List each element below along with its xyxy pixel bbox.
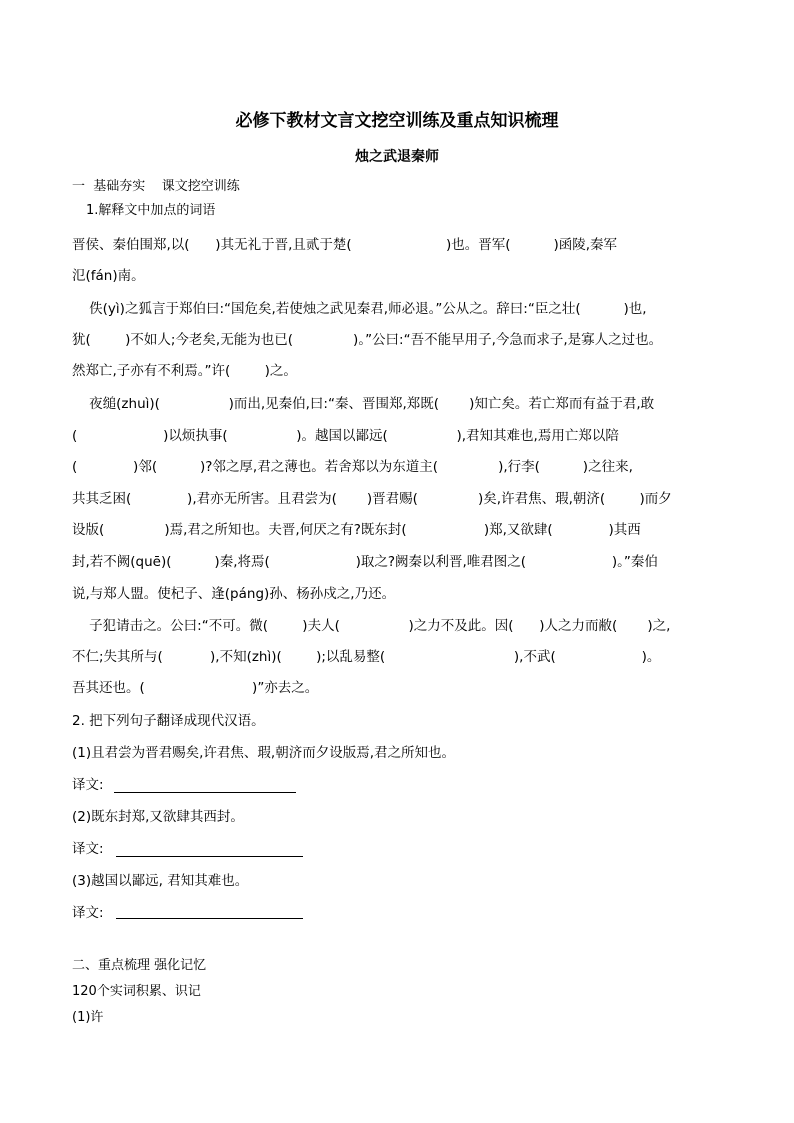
section-2-heading: 二、重点梳理 强化记忆 (72, 958, 207, 973)
passage-line: 说,与郑人盟。使杞子、逢(páng)孙、杨孙戍之,乃还。 (72, 586, 396, 602)
passage-line: 晋侯、秦伯围郑,以( )其无礼于晋,且贰于楚( )也。晋军( )函陵,秦军 (72, 237, 618, 253)
translation-label: 译文: (72, 905, 108, 921)
passage-line: 犹( )不如人;今老矣,无能为也已( )。”公曰:“吾不能早用子,今急而求子,是寡人之过也。 (72, 332, 663, 348)
passage-line: 子犯请击之。公曰:“不可。微( )夫人( )之力不及此。因( )人之力而敝( )之, (72, 618, 671, 634)
passage-line: ( )邻( )?邻之厚,君之薄也。若舍郑以为东道主( ),行李( )之往来, (72, 459, 633, 475)
section-2-subheading: 120个实词积累、识记 (72, 984, 201, 999)
passage-line: 吾其还也。( )”亦去之。 (72, 680, 319, 696)
list-item: (1)许 (72, 1010, 104, 1025)
translation-sentence: (2)既东封郑,又欲肆其西封。 (72, 809, 244, 825)
translation-label: 译文: (72, 777, 104, 793)
answer-line[interactable] (116, 918, 303, 919)
lesson-title: 烛之武退秦师 (355, 149, 439, 165)
document-title: 必修下教材文言文挖空训练及重点知识梳理 (235, 111, 559, 131)
passage-line: 氾(fán)南。 (72, 268, 145, 284)
answer-line[interactable] (116, 856, 303, 857)
translation-sentence: (1)且君尝为晋君赐矣,许君焦、瑕,朝济而夕设版焉,君之所知也。 (72, 745, 455, 761)
section-1-heading: 一 基础夯实 课文挖空训练 (72, 179, 240, 194)
passage-line: 然郑亡,子亦有不利焉。”许( )之。 (72, 363, 297, 379)
passage-line: 不仁;失其所与( ),不知(zhì)( );以乱易整( ),不武( )。 (72, 649, 661, 665)
question-1-prompt: 1.解释文中加点的词语 (86, 203, 216, 218)
question-2-prompt: 2. 把下列句子翻译成现代汉语。 (72, 713, 265, 729)
passage-line: ( )以烦执事( )。越国以鄙远( ),君知其难也,焉用亡郑以陪 (72, 428, 619, 444)
passage-line: 夜缒(zhuì)( )而出,见秦伯,曰:“秦、晋围郑,郑既( )知亡矣。若亡郑而有益于君,敢 (72, 396, 655, 412)
passage-line: 设版( )焉,君之所知也。夫晋,何厌之有?既东封( )郑,又欲肆( )其西 (72, 522, 641, 538)
passage-line: 佚(yì)之狐言于郑伯曰:“国危矣,若使烛之武见秦君,师必退。”公从之。辞曰:“臣之壮( )也, (72, 301, 647, 317)
answer-line[interactable] (114, 792, 296, 793)
translation-label: 译文: (72, 841, 108, 857)
passage-line: 封,若不阙(quē)( )秦,将焉( )取之?阙秦以利晋,唯君图之( )。”秦伯 (72, 554, 658, 570)
translation-sentence: (3)越国以鄙远, 君知其难也。 (72, 873, 249, 889)
passage-line: 共其乏困( ),君亦无所害。且君尝为( )晋君赐( )矣,许君焦、瑕,朝济( )而夕 (72, 491, 672, 507)
